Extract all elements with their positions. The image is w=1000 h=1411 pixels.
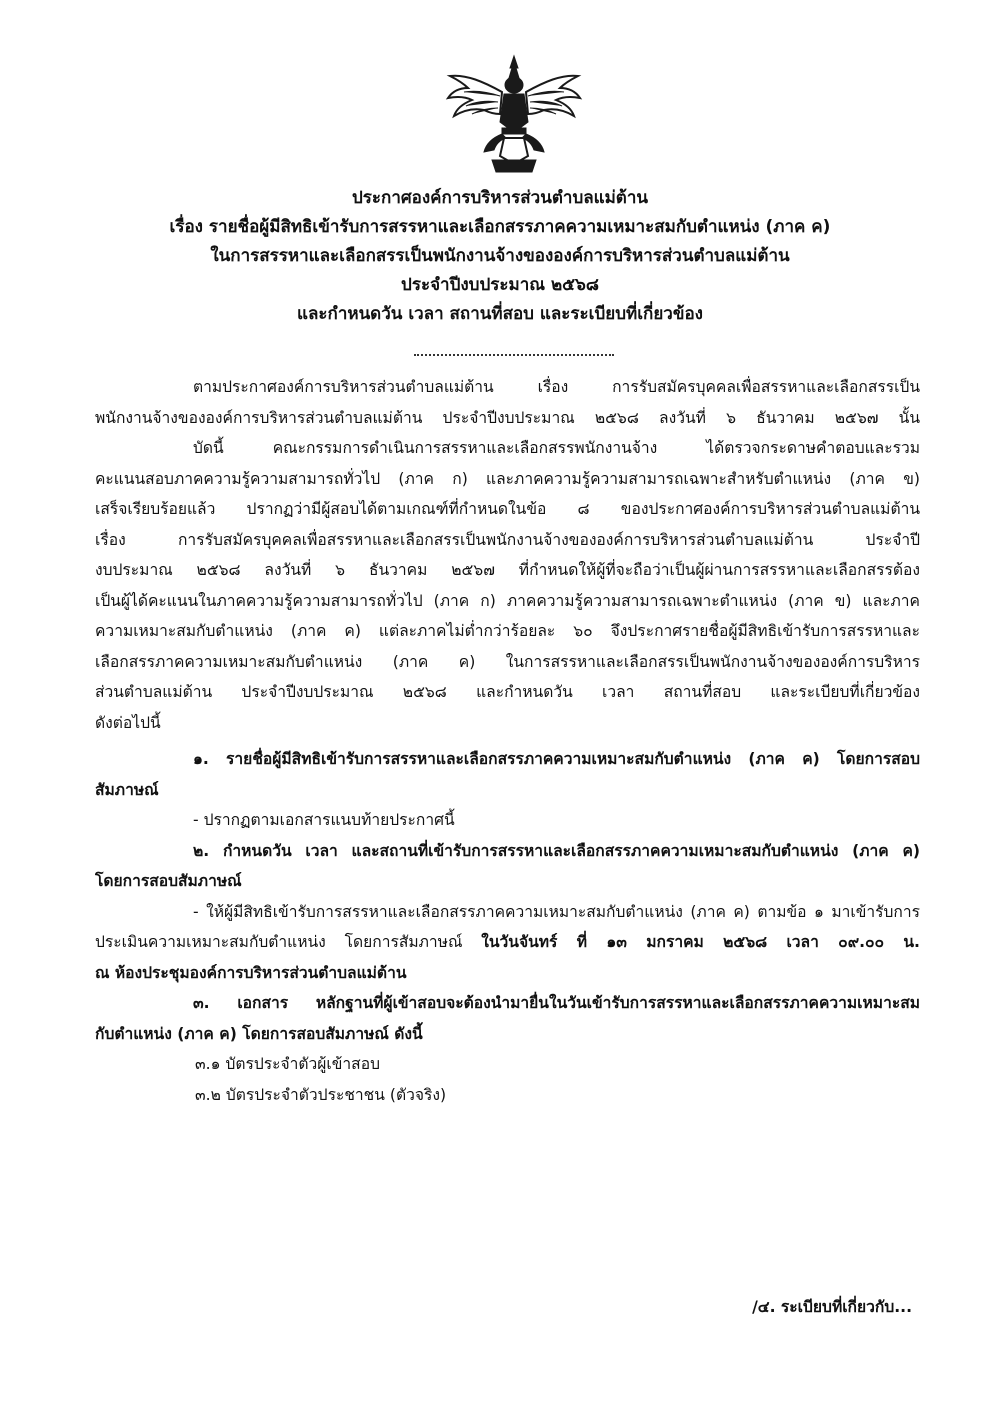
body-paragraph-line: งบประมาณ ๒๕๖๘ ลงวันที่ ๖ ธันวาคม ๒๕๖๗ ที่กำหนดให้ผู้ที่จะถือว่าเป็นผู้ผ่านการสรรหาและเลือกสรรต้อง	[95, 561, 920, 579]
section-3-item: ๓.๑ บัตรประจำตัวผู้เข้าสอบ	[195, 1055, 380, 1073]
fiscal-year-line: ประจำปีงบประมาณ ๒๕๖๘	[401, 275, 599, 295]
continuation-note: /๔. ระเบียบที่เกี่ยวกับ...	[752, 1298, 912, 1316]
section-3-item: ๓.๒ บัตรประจำตัวประชาชน (ตัวจริง)	[195, 1085, 447, 1104]
body-paragraph-line: ความเหมาะสมกับตำแหน่ง (ภาค ค) แต่ละภาคไม่ต่ำกว่าร้อยละ ๖๐ จึงประกาศรายชื่อผู้มีสิทธิเข้ารับการสรรหาและ	[95, 622, 920, 640]
subject-line: เรื่อง รายชื่อผู้มีสิทธิเข้ารับการสรรหาและเลือกสรรภาคความเหมาะสมกับตำแหน่ง (ภาค ค)	[169, 217, 831, 237]
section-2-heading-cont: โดยการสอบสัมภาษณ์	[95, 872, 242, 890]
announcement-body	[95, 372, 920, 1110]
body-paragraph-line: ดังต่อไปนี้	[95, 713, 161, 732]
section-3-heading: ๓. เอกสาร หลักฐานที่ผู้เข้าสอบจะต้องนำมายื่นในวันเข้ารับการสรรหาและเลือกสรรภาคความเหมาะสม	[193, 994, 920, 1012]
intro-paragraph-line: พนักงานจ้างขององค์การบริหารส่วนตำบลแม่ต้าน ประจำปีงบประมาณ ๒๕๖๘ ลงวันที่ ๖ ธันวาคม ๒๕๖๗ นั้น	[95, 408, 920, 427]
body-paragraph-line: เรื่อง การรับสมัครบุคคลเพื่อสรรหาและเลือกสรรเป็นพนักงานจ้างขององค์การบริหารส่วนตำบลแม่ต้าน ประจำปี	[95, 530, 920, 549]
section-1-heading-cont: สัมภาษณ์	[95, 780, 159, 799]
section-2-date-line	[95, 927, 920, 958]
body-paragraph-line: เลือกสรรภาคความเหมาะสมกับตำแหน่ง (ภาค ค) ในการสรรหาและเลือกสรรเป็นพนักงานจ้างขององค์การบริหาร	[95, 652, 920, 671]
schedule-line: และกำหนดวัน เวลา สถานที่สอบ และระเบียบที่เกี่ยวข้อง	[297, 304, 703, 324]
body-paragraph-line: คะแนนสอบภาคความรู้ความสามารถทั่วไป (ภาค ก) และภาคความรู้ความสามารถเฉพาะสำหรับตำแหน่ง (ภาค ข)	[95, 469, 920, 488]
body-paragraph-line: เสร็จเรียบร้อยแล้ว ปรากฏว่ามีผู้สอบได้ตามเกณฑ์ที่กำหนดในข้อ ๘ ของประกาศองค์การบริหารส่วนตำบลแม่ต้าน	[95, 500, 920, 518]
subject-line-2: ในการสรรหาและเลือกสรรเป็นพนักงานจ้างขององค์การบริหารส่วนตำบลแม่ต้าน	[210, 246, 790, 266]
interview-date: ในวันจันทร์ ที่ ๑๓ มกราคม ๒๕๖๘ เวลา ๐๙.๐๐ น.	[481, 933, 920, 951]
intro-paragraph-line: ตามประกาศองค์การบริหารส่วนตำบลแม่ต้าน เรื่อง การรับสมัครบุคคลเพื่อสรรหาและเลือกสรรเป็น	[193, 378, 920, 396]
section-3-heading-cont: กับตำแหน่ง (ภาค ค) โดยการสอบสัมภาษณ์ ดังนี้	[95, 1024, 423, 1043]
section-1-item: - ปรากฏตามเอกสารแนบท้ายประกาศนี้	[193, 811, 455, 829]
section-1-heading: ๑. รายชื่อผู้มีสิทธิเข้ารับการสรรหาและเลือกสรรภาคความเหมาะสมกับตำแหน่ง (ภาค ค) โดยการสอบ	[193, 750, 920, 768]
section-2-date-prefix: ประเมินความเหมาะสมกับตำแหน่ง โดยการสัมภาษณ์	[95, 933, 482, 951]
section-2-line: - ให้ผู้มีสิทธิเข้ารับการสรรหาและเลือกสรรภาคความเหมาะสมกับตำแหน่ง (ภาค ค) ตามข้อ ๑ มาเข้ารับการ	[193, 902, 920, 921]
body-paragraph-line: ส่วนตำบลแม่ต้าน ประจำปีงบประมาณ ๒๕๖๘ และกำหนดวัน เวลา สถานที่สอบ และระเบียบที่เกี่ยวข้อง	[95, 683, 920, 701]
section-2-heading: ๒. กำหนดวัน เวลา และสถานที่เข้ารับการสรรหาและเลือกสรรภาคความเหมาะสมกับตำแหน่ง (ภาค ค)	[193, 841, 920, 860]
body-paragraph-line: บัดนี้ คณะกรรมการดำเนินการสรรหาและเลือกสรรพนักงานจ้าง ได้ตรวจกระดาษคำตอบและรวม	[193, 439, 920, 457]
dotted-divider	[414, 340, 614, 356]
body-paragraph-line: เป็นผู้ได้คะแนนในภาคความรู้ความสามารถทั่วไป (ภาค ก) ภาคความรู้ความสามารถเฉพาะตำแหน่ง (ภาค ข) และภาค	[95, 591, 920, 610]
issuer-title: ประกาศองค์การบริหารส่วนตำบลแม่ต้าน	[351, 188, 649, 208]
interview-venue: ณ ห้องประชุมองค์การบริหารส่วนตำบลแม่ต้าน	[95, 963, 407, 982]
garuda-emblem-icon	[444, 52, 584, 177]
announcement-header	[0, 184, 1000, 329]
